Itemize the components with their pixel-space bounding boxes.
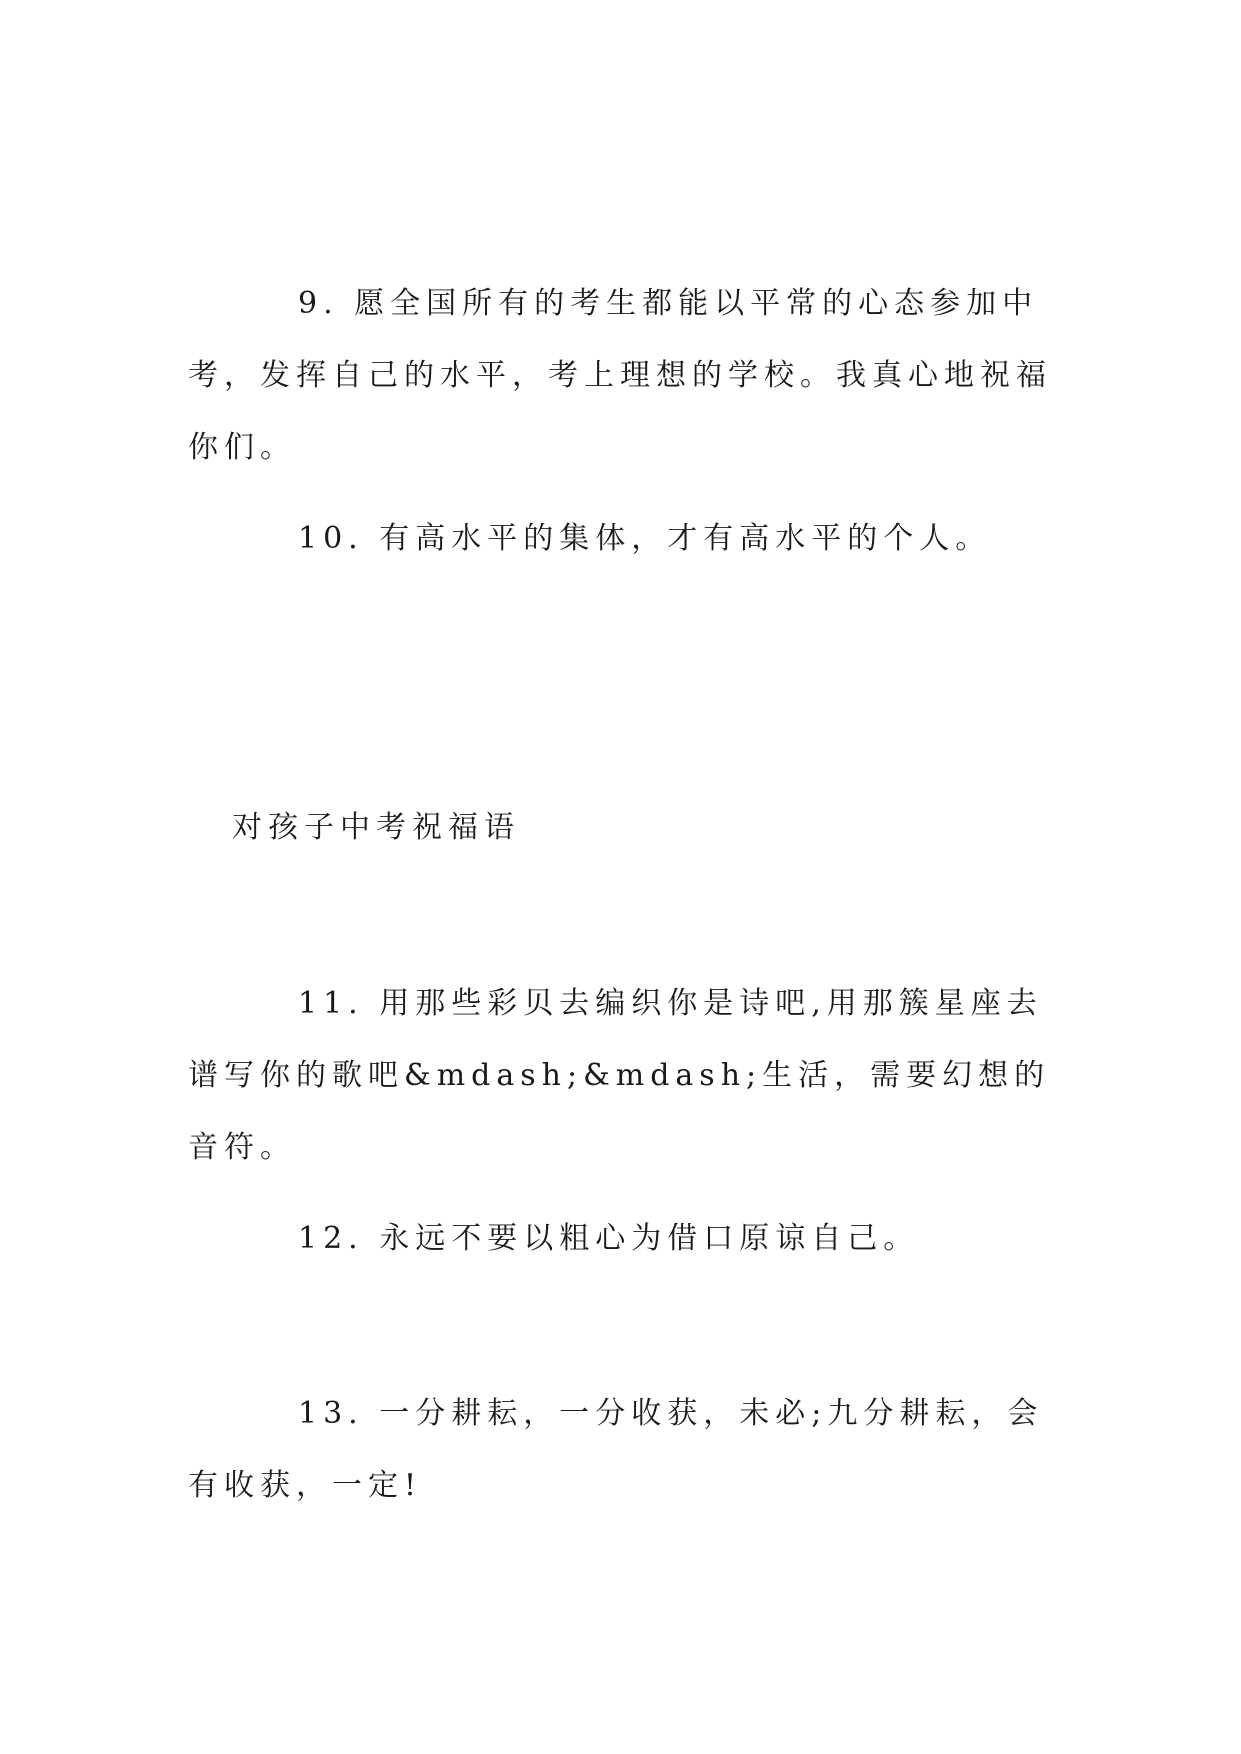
- blessing-item-12: 12. 永远不要以粗心为借口原谅自己。: [298, 1221, 920, 1256]
- blessing-item-9: 9. 愿全国所有的考生都能以平常的心态参加中考，发挥自己的水平，考上理想的学校。我真心地祝福你们。: [188, 286, 1052, 465]
- blessing-item-13: 13. 一分耕耘，一分收获，未必;九分耕耘，会有收获，一定!: [188, 1396, 1044, 1503]
- section-heading: 对孩子中考祝福语: [232, 810, 520, 845]
- blessing-item-10: 10. 有高水平的集体，才有高水平的个人。: [298, 521, 992, 556]
- blessing-item-11: 11. 用那些彩贝去编织你是诗吧,用那簇星座去谱写你的歌吧&mdash;&mdash;生活，需要幻想的音符。: [188, 986, 1051, 1165]
